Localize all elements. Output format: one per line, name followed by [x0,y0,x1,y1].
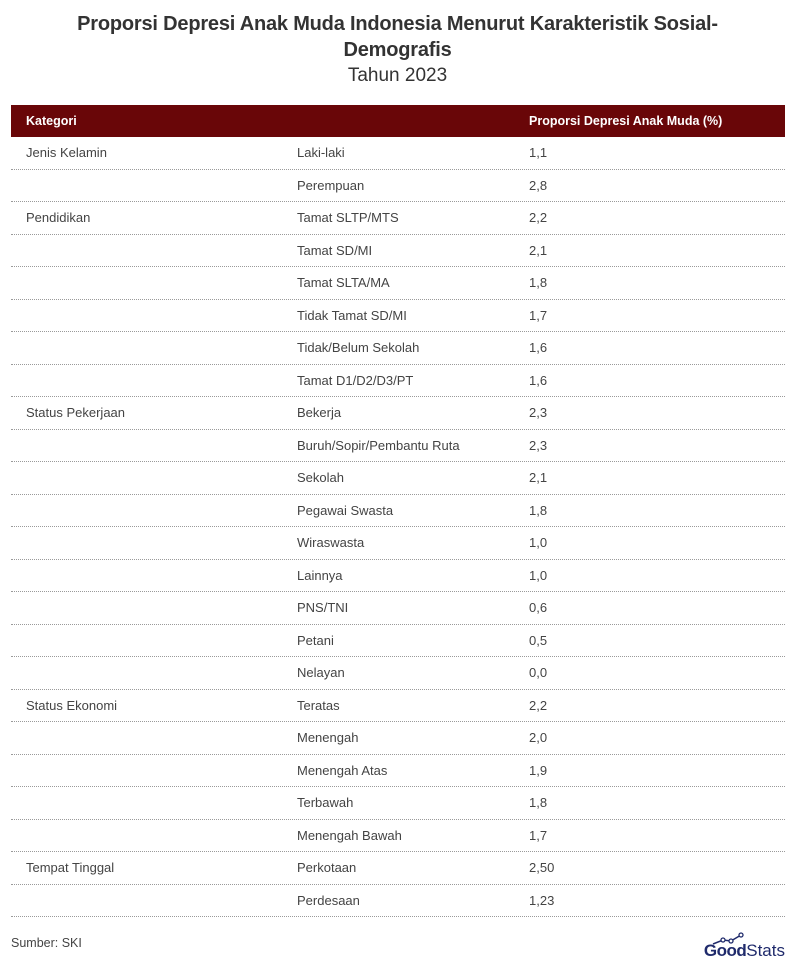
cell-subcategory: Perdesaan [297,892,360,908]
table-row [11,332,785,365]
table-row [11,560,785,593]
cell-subcategory: Terbawah [297,795,354,811]
cell-subcategory: Petani [297,632,334,648]
cell-category: Status Ekonomi [26,697,118,713]
logo-text [704,942,785,960]
cell-value: 2,50 [529,860,555,876]
cell-subcategory: Tidak Tamat SD/MI [297,307,407,323]
cell-category: Tempat Tinggal [26,860,115,876]
cell-subcategory: Buruh/Sopir/Pembantu Ruta [297,437,460,453]
cell-value: 1,9 [529,762,548,778]
cell-value: 1,1 [529,145,548,161]
cell-category: Jenis Kelamin [26,145,107,161]
table-row [11,365,785,398]
cell-value: 1,0 [529,567,548,583]
cell-subcategory: PNS/TNI [297,600,349,616]
page-title: Proporsi Depresi Anak Muda Indonesia Menurut Karakteristik Sosial-Demografis [77,13,718,61]
table-row [11,202,785,235]
table-row [11,787,785,820]
cell-value: 2,1 [529,242,548,258]
cell-value: 1,23 [529,892,555,908]
table-row [11,625,785,658]
cell-subcategory: Bekerja [297,405,342,421]
table-row [11,722,785,755]
cell-subcategory: Perkotaan [297,860,357,876]
table-row [11,170,785,203]
cell-subcategory: Menengah Atas [297,762,388,778]
cell-subcategory: Teratas [297,697,340,713]
cell-subcategory: Tidak/Belum Sekolah [297,340,420,356]
table-row [11,267,785,300]
cell-value: 2,0 [529,730,548,746]
title-block [0,0,795,89]
table-row [11,137,785,170]
table-row [11,527,785,560]
table-row [11,755,785,788]
page-subtitle: Tahun 2023 [347,65,448,86]
cell-value: 1,8 [529,795,548,811]
cell-value: 1,6 [529,372,548,388]
cell-subcategory: Menengah Bawah [297,827,402,843]
table-row [11,885,785,918]
source-note: Sumber: SKI [11,936,82,950]
logo-text-stats: Stats [746,941,785,960]
table-header [11,105,785,137]
cell-value: 1,7 [529,307,548,323]
table-row [11,495,785,528]
cell-subcategory: Pegawai Swasta [297,502,394,518]
cell-value: 1,8 [529,502,548,518]
table-row [11,592,785,625]
cell-value: 1,8 [529,275,548,291]
cell-subcategory: Wiraswasta [297,535,365,551]
cell-value: 1,0 [529,535,548,551]
cell-subcategory: Tamat SD/MI [297,242,373,258]
cell-subcategory: Lainnya [297,567,343,583]
table-row [11,657,785,690]
logo-text-good: Good [703,941,747,960]
table-row [11,397,785,430]
cell-category: Status Pekerjaan [26,405,126,421]
column-header-category: Kategori [26,114,77,128]
cell-value: 2,8 [529,177,548,193]
table-row [11,690,785,723]
cell-category: Pendidikan [26,210,91,226]
table-row [11,852,785,885]
table-row [11,235,785,268]
table-row [11,820,785,853]
cell-subcategory: Perempuan [297,177,365,193]
cell-value: 1,6 [529,340,548,356]
table-row [11,462,785,495]
cell-value: 2,2 [529,697,548,713]
cell-value: 0,0 [529,665,548,681]
table-body [11,137,785,917]
cell-value: 2,3 [529,405,548,421]
cell-value: 2,1 [529,470,548,486]
cell-subcategory: Sekolah [297,470,344,486]
column-header-value: Proporsi Depresi Anak Muda (%) [529,114,723,128]
data-table [11,105,785,917]
cell-value: 0,5 [529,632,548,648]
cell-subcategory: Tamat D1/D2/D3/PT [297,372,414,388]
table-row [11,430,785,463]
cell-subcategory: Nelayan [297,665,345,681]
cell-value: 1,7 [529,827,548,843]
goodstats-logo [695,932,785,960]
cell-subcategory: Laki-laki [297,145,345,161]
table-row [11,300,785,333]
cell-value: 2,2 [529,210,548,226]
cell-subcategory: Menengah [297,730,359,746]
cell-value: 0,6 [529,600,548,616]
cell-value: 2,3 [529,437,548,453]
cell-subcategory: Tamat SLTA/MA [297,275,390,291]
cell-subcategory: Tamat SLTP/MTS [297,210,399,226]
